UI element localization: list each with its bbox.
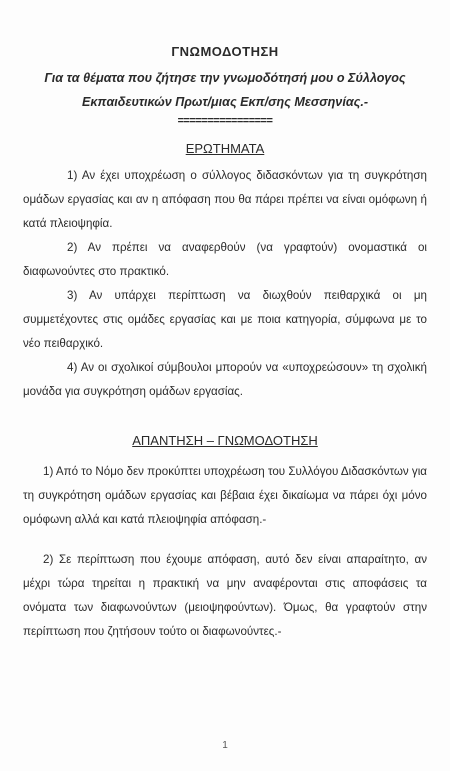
page-number: 1	[222, 740, 228, 751]
question-paragraph: 3) Αν υπάρχει περίπτωση να διωχθούν πειθαρχικά οι μη συμμετέχοντες στις ομάδες εργασίας και με ποια κατηγορία, σύμφωνα με το νέο πειθαρχικό.	[23, 289, 427, 350]
document-subtitle: Για τα θέματα που ζήτησε την γνωμοδότησή μου ο Σύλλογος Εκπαιδευτικών Πρωτ/μιας Εκπ/σης Μεσσηνίας.-	[44, 71, 406, 109]
separator-line: ================	[177, 115, 273, 127]
answer-paragraph: 2) Σε περίπτωση που έχουμε απόφαση, αυτό δεν είναι απαραίτητο, αν μέχρι τώρα τηρείται η πρακτική να μην αναφέρονται στις αποφάσεις τα ονόματα των διαφωνούντων (μειοψηφούντων). Όμως, θα γραφτούν στην περίπτωση που ζητήσουν τούτο οι διαφωνούντες.-	[23, 553, 427, 638]
questions-heading: ΕΡΩΤΗΜΑΤΑ	[185, 141, 265, 156]
answer-heading: ΑΠΑΝΤΗΣΗ – ΓΝΩΜΟΔΟΤΗΣΗ	[132, 433, 318, 448]
question-paragraph: 2) Αν πρέπει να αναφερθούν (να γραφτούν) ονομαστικά οι διαφωνούντες στο πρακτικό.	[23, 241, 427, 278]
answer-paragraph: 1) Από το Νόμο δεν προκύπτει υποχρέωση του Συλλόγου Διδασκόντων για τη συγκρότηση ομάδων εργασίας και βέβαια έχει δικαίωμα να πάρει όχι μόνο ομόφωνη αλλά και κατά πλειοψηφία απόφαση.-	[23, 465, 428, 526]
document-title: ΓΝΩΜΟΔΟΤΗΣΗ	[171, 44, 279, 59]
question-paragraph: 1) Αν έχει υποχρέωση ο σύλλογος διδασκόντων για τη συγκρότηση ομάδων εργασίας και αν η απόφαση που θα πάρει πρέπει να είναι ομόφωνη ή κατά πλειοψηφία.	[23, 169, 427, 230]
question-paragraph: 4) Αν οι σχολικοί σύμβουλοι μπορούν να «υποχρεώσουν» τη σχολική μονάδα για συγκρότηση ομάδων εργασίας.	[23, 361, 427, 398]
